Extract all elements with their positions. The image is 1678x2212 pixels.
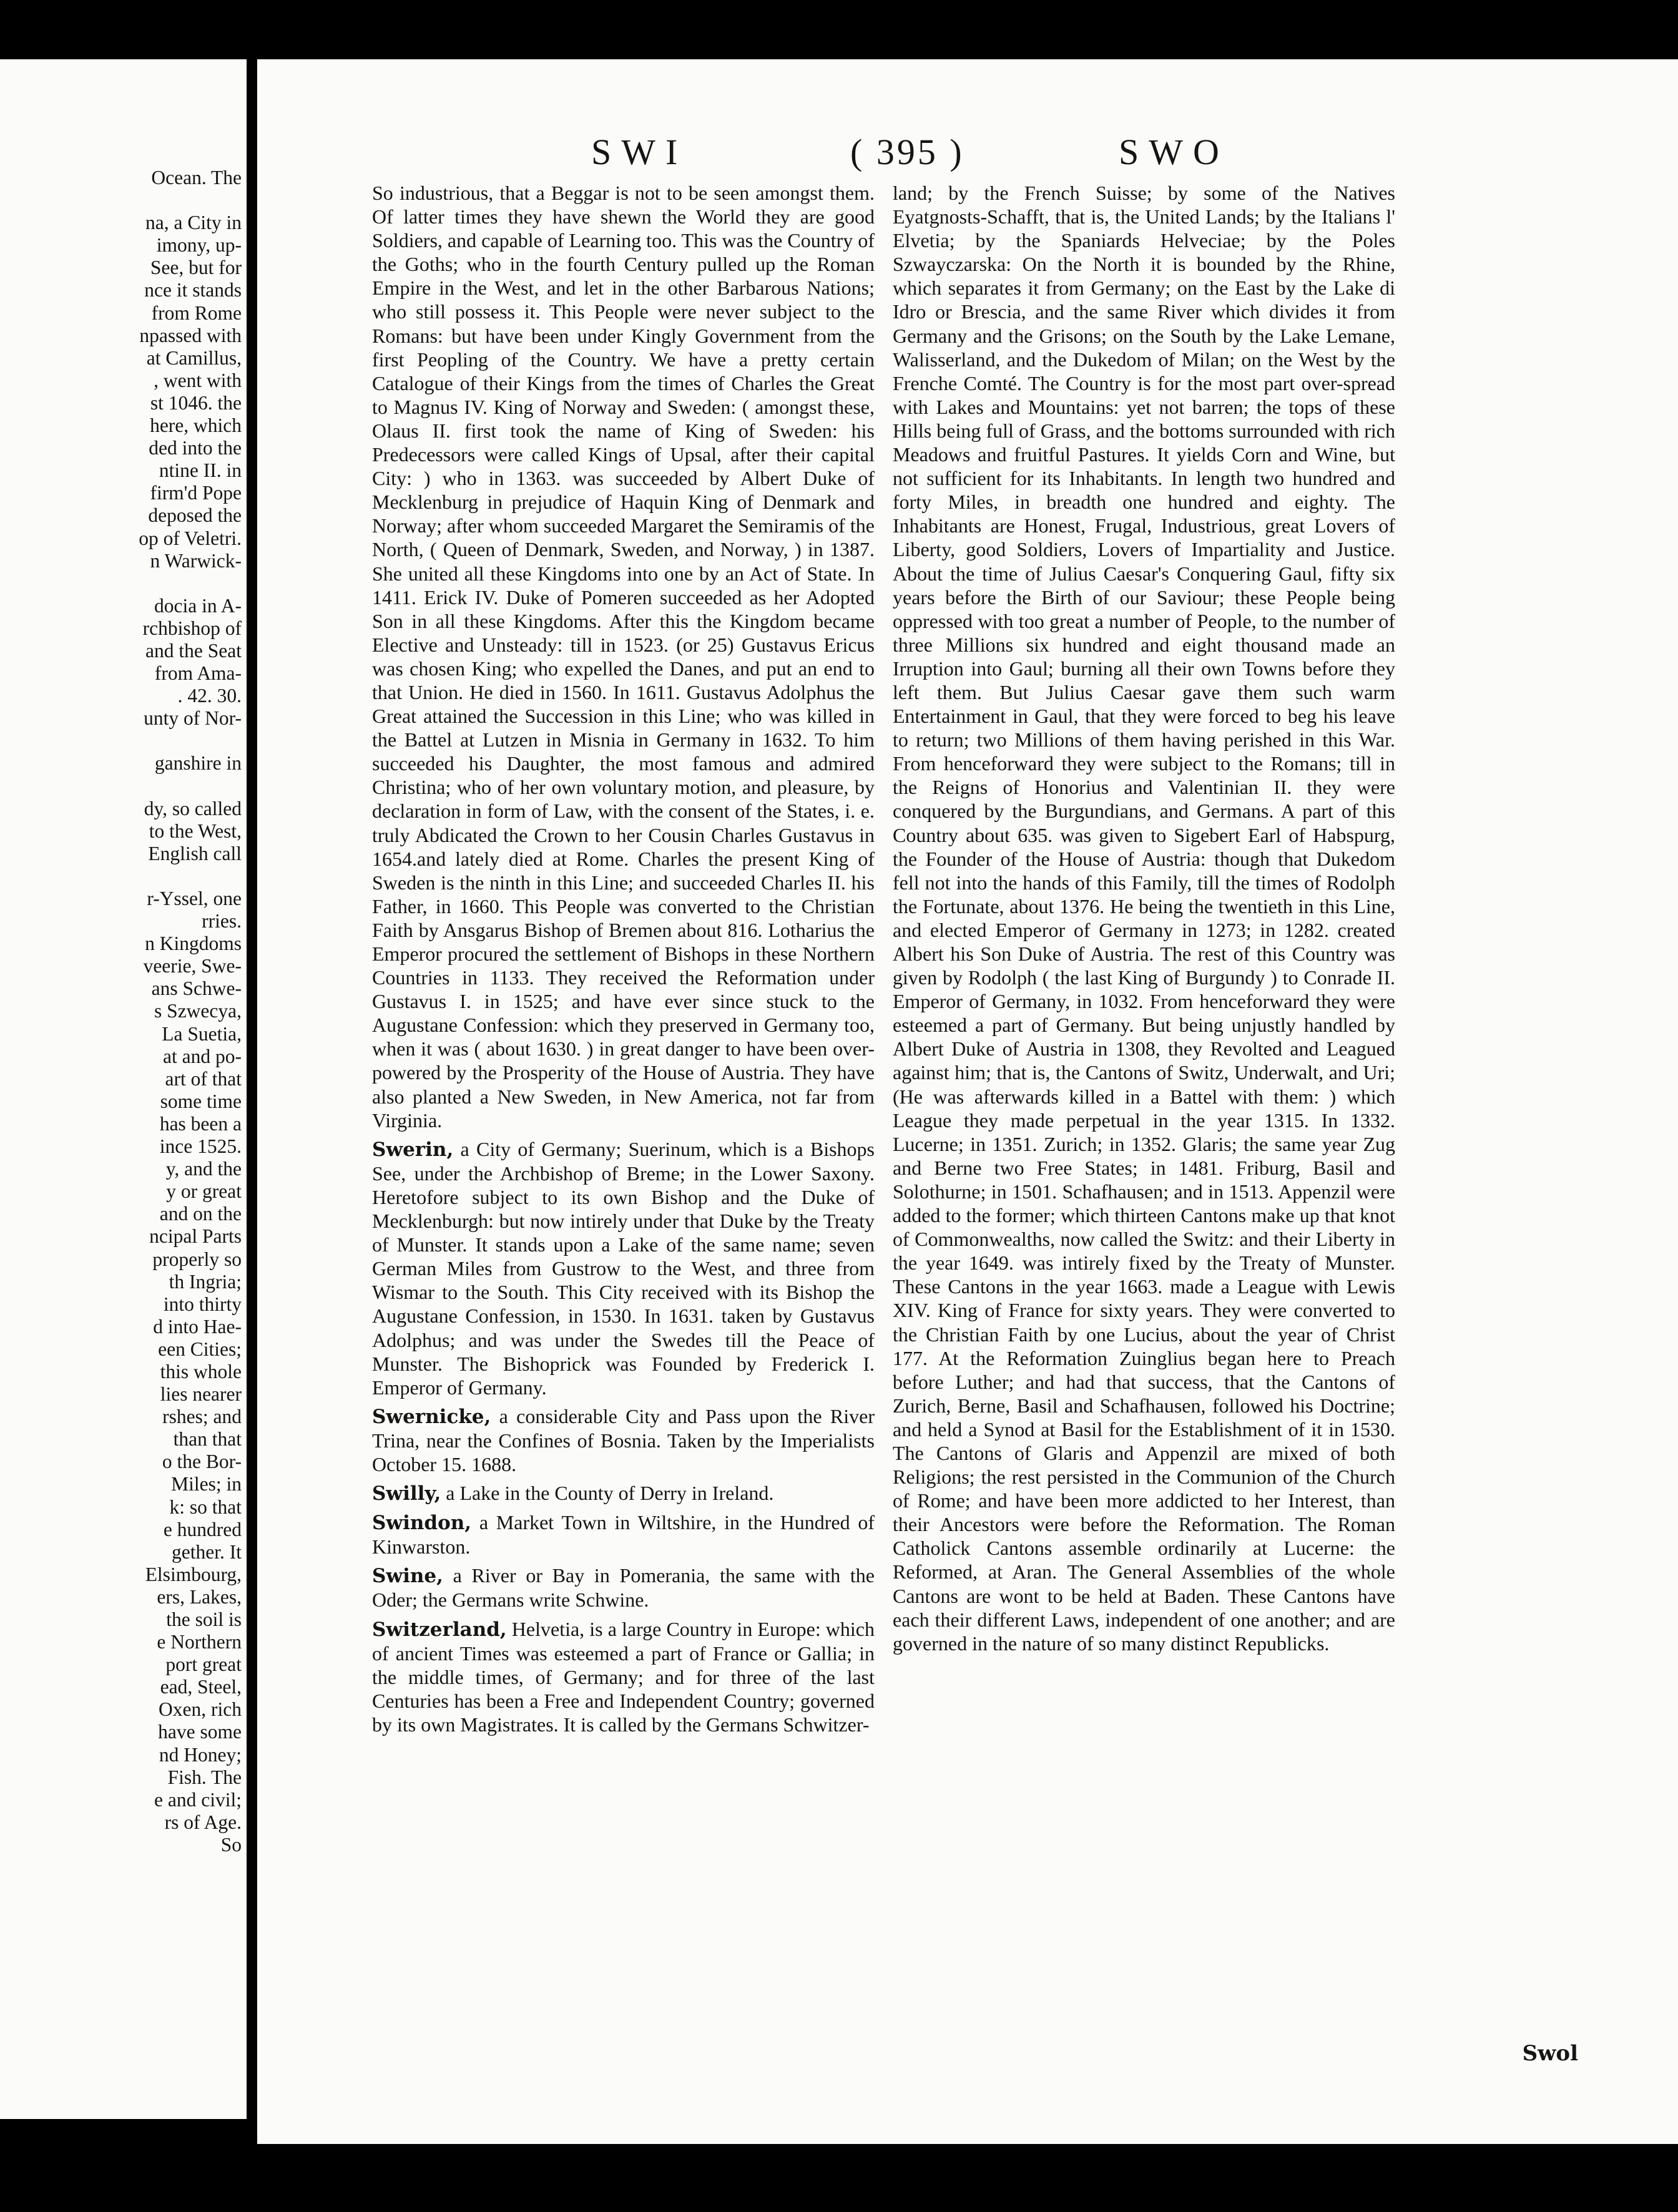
left-fragment-line: from Rome (151, 301, 242, 324)
left-fragment-line: at and po- (163, 1045, 242, 1067)
left-fragment-line: y, and the (165, 1158, 242, 1180)
left-fragment-line: nd Honey; (159, 1743, 242, 1766)
left-fragment-line: properly so (152, 1248, 242, 1270)
left-fragment-line (4, 189, 242, 212)
left-fragment-line: into thirty (163, 1293, 242, 1315)
left-fragment-line: and on the (159, 1203, 242, 1225)
left-fragment-line: docia in A- (154, 594, 242, 617)
left-fragment-line: e hundred (163, 1518, 242, 1540)
left-fragment-line: lies nearer (160, 1383, 242, 1406)
left-fragment-line: na, a City in (145, 212, 242, 234)
entry-swindon: Swindon, a Market Town in Wiltshire, in the Hundred of Kinwarston. (372, 1511, 875, 1559)
left-fragment-line: Ocean. The (151, 167, 242, 188)
left-fragment-line: nce it stands (144, 279, 242, 301)
left-fragment-line: deposed the (148, 504, 242, 527)
left-fragment-line: English call (148, 842, 242, 864)
left-fragment-line: k: so that (169, 1495, 242, 1518)
left-fragment-line: s Szwecya, (154, 1000, 242, 1022)
entry-swernicke: Swernicke, a considerable City and Pass upon the River Trina, near the Confines of Bosnia. Taken by the Imperialists October 15. 1688. (372, 1404, 875, 1475)
left-fragment-line: r-Yssel, one (147, 888, 242, 909)
left-fragment-line: rries. (202, 910, 242, 932)
headword: Switzerland, (372, 1618, 507, 1641)
left-fragment-line: e and civil; (154, 1788, 242, 1811)
left-fragment-line: dy, so called (144, 797, 242, 820)
left-fragment-line: than that (173, 1428, 242, 1451)
left-fragment-line: have some (158, 1721, 242, 1743)
left-fragment-line: een Cities; (158, 1338, 242, 1360)
left-fragment-line: . 42. 30. (177, 685, 242, 707)
left-fragment-line: n Warwick- (150, 549, 242, 572)
left-fragment-line: ers, Lakes, (157, 1585, 242, 1608)
headword: Swine, (372, 1565, 443, 1588)
left-fragment-line: n Kingdoms (145, 932, 242, 955)
left-fragment-line: veerie, Swe- (143, 955, 242, 977)
left-fragment-line: art of that (165, 1067, 242, 1090)
left-fragment-line: rshes; and (162, 1406, 242, 1428)
left-fragment-line: Fish. The (167, 1766, 242, 1788)
left-fragment-line: at Camillus, (146, 346, 242, 369)
left-page-text (4, 167, 242, 1856)
column-left (372, 181, 875, 1736)
left-fragment-line: to the West, (149, 820, 242, 842)
catchword: Swol (1522, 2041, 1578, 2066)
left-fragment-line: this whole (160, 1360, 242, 1382)
left-fragment-line: and the Seat (145, 639, 242, 662)
entry-swine: Swine, a River or Bay in Pomerania, the same with the Oder; the Germans write Schwine. (372, 1564, 875, 1612)
column-right (893, 181, 1395, 1655)
left-fragment-line: ded into the (149, 437, 242, 459)
left-fragment-line: See, but for (150, 257, 242, 279)
left-fragment-line (4, 572, 242, 595)
left-fragment-line: npassed with (139, 324, 242, 346)
left-fragment-line: unty of Nor- (144, 707, 242, 730)
left-fragment-line: , went with (154, 369, 242, 391)
left-fragment-line: Miles; in (171, 1473, 242, 1495)
left-fragment-line: op of Veletri. (139, 527, 242, 549)
headword: Swernicke, (372, 1405, 491, 1428)
left-fragment-line: ans Schwe- (151, 977, 242, 1000)
left-fragment-line: th Ingria; (169, 1270, 242, 1293)
left-fragment-line: the soil is (166, 1608, 242, 1630)
left-fragment-line: Elsimbourg, (145, 1563, 242, 1585)
left-fragment-line: firm'd Pope (150, 482, 242, 504)
header-left-word: SWI (591, 132, 688, 172)
left-fragment-line: some time (160, 1090, 242, 1112)
left-fragment-line: ead, Steel, (160, 1676, 242, 1698)
headword: Swerin, (372, 1138, 454, 1161)
left-fragment-line (4, 865, 242, 888)
left-fragment-line: st 1046. the (150, 391, 242, 414)
page-number: ( 395 ) (850, 132, 964, 172)
left-fragment-line: rchbishop of (142, 617, 242, 639)
sweden-continued-paragraph: So industrious, that a Beggar is not to be seen amongst them. Of latter times they have shewn the World they are good Soldiers, and capable of Learning too. This was the Country of the Goths; who in the fourth Century pulled up the Roman Empire in the West, and let in the other Barbarous Nations; who still possess it. This People were never subject to the Romans: but have been under Kingly Government from the first Peopling of the Country. We have a pretty certain Catalogue of their Kings from the times of Charles the Great to Magnus IV. King of Norway and Sweden: ( amongst these, Olaus II. first took the name of King of Sweden: his Predecessors were called Kings of Upsal, after their capital City: ) who in 1363. was succeeded by Albert Duke of Mecklenburg in prejudice of Haquin King of Denmark and Norway; after whom succeeded Margaret the Semiramis of the North, ( Queen of Denmark, Sweden, and Norway, ) in 1387. She united all these Kingdoms into one by an Act of State. In 1411. Erick IV. Duke of Pomeren succeeded as her Adopted Son in all these Kingdoms. After this the Kingdom became Elective and Unsteady: till in 1523. (or 25) Gustavus Ericus was chosen King; who expelled the Danes, and put an end to that Union. He died in 1560. In 1611. Gustavus Adolphus the Great attained the Succession in this Line; who was killed in the Battel at Lutzen in Misnia in Germany in 1632. To him succeeded his Daughter, the most famous and admired Christina; who of her own voluntary motion, and pleasure, by declaration in form of Law, with the consent of the States, i. e. truly Abdicated the Crown to her Cousin Charles Gustavus in 1654.and lately died at Rome. Charles the present King of Sweden is the ninth in this Line; and succeeded Charles II. his Father, in 1660. This People was converted to the Christian Faith by Ansgarus Bishop of Bremen about 816. Lotharius the Emperor procured the settlement of Bishops in these Northern Countries in 1133. They received the Reformation under Gustavus I. in 1525; and have ever since stuck to the Augustane Confession: which they preserved in Germany too, when it was ( about 1630. ) in great danger to have been over-powered by the Prosperity of the House of Austria. They have also planted a New Sweden, in New America, not far from Virginia. (372, 182, 875, 1132)
left-fragment-line: So (220, 1833, 242, 1856)
left-fragment-line: from Ama- (154, 662, 242, 685)
left-fragment-line: d into Hae- (153, 1315, 242, 1338)
running-header (257, 131, 1678, 181)
headword: Swilly, (372, 1482, 441, 1505)
right-page (257, 59, 1678, 2144)
left-fragment-line: here, which (150, 414, 242, 437)
left-fragment-line: ntine II. in (159, 459, 242, 482)
left-fragment-line: y or great (166, 1180, 242, 1203)
entry-swilly: Swilly, a Lake in the County of Derry in Ireland. (372, 1482, 774, 1505)
left-fragment-line: e Northern (157, 1631, 242, 1653)
left-page-fragment (0, 59, 247, 2119)
header-right-word: SWO (1119, 132, 1229, 172)
left-fragment-line: has been a (159, 1112, 242, 1135)
left-fragment-line: gether. It (172, 1540, 242, 1563)
left-fragment-line: imony, up- (156, 234, 242, 257)
entry-switzerland: Switzerland, Helvetia, is a large Country in Europe: which of ancient Times was esteemed a part of France or Gallia; in the middle times, of Germany; and for three of the last Centuries has been a Free and Independent Country; governed by its own Magistrates. It is called by the Germans Schwitzer- (372, 1617, 875, 1736)
headword: Swindon, (372, 1512, 472, 1535)
left-fragment-line: ncipal Parts (149, 1225, 242, 1248)
left-fragment-line: ince 1525. (159, 1135, 242, 1158)
left-fragment-line: ganshire in (154, 752, 242, 775)
left-fragment-line: rs of Age. (164, 1811, 242, 1833)
switzerland-continued-paragraph: land; by the French Suisse; by some of the Natives Eyatgnosts-Schafft, that is, the United Lands; by the Italians l' Elvetia; by the Spaniards Helveciae; by the Poles Szwayczarska: On the North it is bounded by the Rhine, which separates it from Germany; on the East by the Lake di Idro or Brescia, and the same River which divides it from Germany and the Grisons; on the South by the Lake Lemane, Walisserland, and the Dukedom of Milan; on the West by the Frenche Comté. The Country is for the most part over-spread with Lakes and Mountains: yet not barren; the tops of these Hills being full of Grass, and the bottoms surrounded with rich Meadows and fruitful Pastures. It yields Corn and Wine, but not sufficient for its Inhabitants. In length two hundred and forty Miles, in breadth one hundred and eighty. The Inhabitants are Honest, Frugal, Industrious, great Lovers of Liberty, good Soldiers, Lovers of Impartiality and Justice. About the time of Julius Caesar's Conquering Gaul, fifty six years before the Birth of our Saviour; these People being oppressed with too great a number of People, to the number of three Millions six hundred and eight thousand made an Irruption into Gaul; burning all their own Towns before they left them. But Julius Caesar gave them such warm Entertainment in Gaul, that they were forced to beg his leave to return; two Millions of them having perished in this War. From henceforward they were subject to the Romans; till in the Reigns of Honorius and Valentinian II. they were conquered by the Burgundians, and Germans. A part of this Country about 635. was given to Sigebert Earl of Habspurg, the Founder of the House of Austria: though that Dukedom fell not into the hands of this Family, till the times of Rodolph the Fortunate, about 1376. He being the twentieth in this Line, and elected Emperor of Germany in 1273; in 1282. created Albert his Son Duke of Austria. The rest of this Country was given by Rodolph ( the last King of Burgundy ) to Conrade II. Emperor of Germany, in 1032. From henceforward they were esteemed a part of Germany. But being unjustly handled by Albert Duke of Austria in 1308, they Revolted and Leagued against him; that is, the Cantons of Switz, Underwalt, and Uri; (He was afterwards killed in a Battel with them: ) which League they made perpetual in the year 1315. In 1332. Lucerne; in 1351. Zurich; in 1352. Glaris; the same year Zug and Berne two Free States; in 1481. Friburg, Basil and Solothurne; in 1501. Schafhausen; and in 1513. Appenzil were added to the former; which thirteen Cantons make up that knot of Commonwealths, now called the Switz: and their Liberty in the year 1649. was intirely fixed by the Treaty of Munster. These Cantons in the year 1663. made a League with Lewis XIV. King of France for sixty years. They were converted to the Christian Faith by one Lucius, about the year of Christ 177. At the Reformation Zuinglius began here to Preach before Luther; and had that success, that the Cantons of Zurich, Berne, Basil and Schafhausen, followed his Doctrine; and held a Synod at Basil for the Establishment of it in 1530. The Cantons of Glaris and Appenzil are mixed of both Religions; the rest persisted in the Communion of the Church of Rome; and have been more addicted to her Interest, than their Ancestors were before the Reformation. The Roman Catholick Cantons assemble ordinarily at Lucerne: the Reformed, at Aran. The General Assemblies of the whole Cantons are wont to be held at Baden. These Cantons have each their different Laws, independent of one another; and are governed in the nature of so many distinct Republicks. (893, 182, 1395, 1655)
left-fragment-line (4, 730, 242, 752)
left-fragment-line: port great (165, 1653, 242, 1676)
left-fragment-line: Oxen, rich (159, 1698, 242, 1721)
left-fragment-line: La Suetia, (162, 1022, 242, 1045)
left-fragment-line: o the Bor- (162, 1451, 242, 1473)
entry-swerin: Swerin, a City of Germany; Suerinum, which is a Bishops See, under the Archbishop of Breme; in the Lower Saxony. Heretofore subject to its own Bishop and the Duke of Mecklenburgh: but now intirely under that Duke by the Treaty of Munster. It stands upon a Lake of the same name; seven German Miles from Gustrow to the West, and three from Wismar to the South. This City received with its Bishop the Augustane Confession, in 1530. In 1631. taken by Gustavus Adolphus; and was under the Swedes till the Peace of Munster. The Bishoprick was Founded by Frederick I. Emperor of Germany. (372, 1137, 875, 1399)
left-fragment-line (4, 775, 242, 798)
